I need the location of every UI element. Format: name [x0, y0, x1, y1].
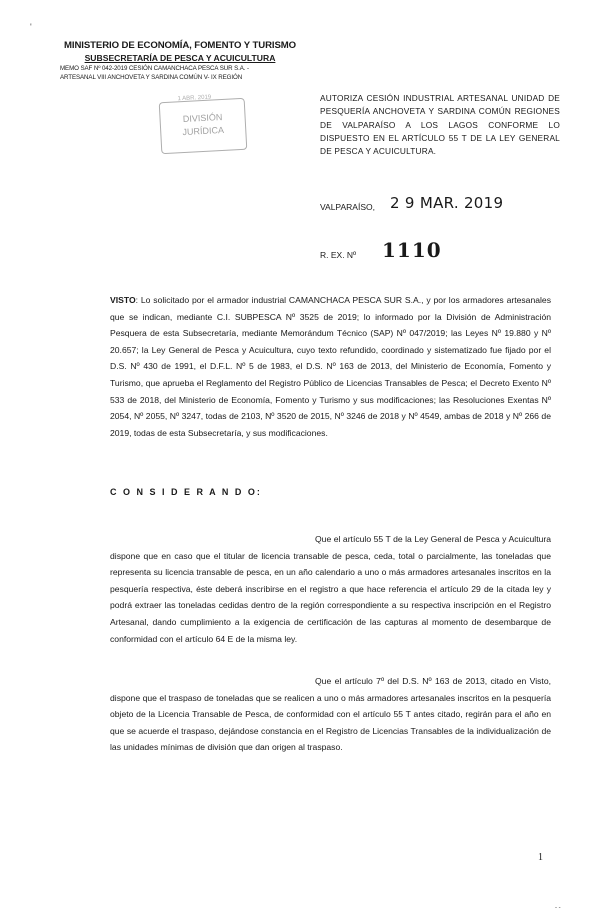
resolution-label: R. EX. Nº	[320, 250, 357, 260]
visto-text: : Lo solicitado por el armador industrial CAMANCHACA PESCA SUR S.A., y por los armadores artesanales que se indican, mediante C.I. SUBPESCA Nº 3525 de 2019; lo informado por la División de Administración Pesquera de esta Subsecretaría, mediante Memorándum Técnico (SAP) Nº 047/2019; las Leyes Nº 19.880 y Nº 20.657; la Ley General de Pesca y Acuicultura, cuyo texto refundido, coordinado y sistematizado fue fijado por el D.S. Nº 430 de 1991, el D.F.L. Nº 5 de 1983, el D.S. Nº 163 de 2013, del Ministerio de Economía, Fomento y Turismo, que aprueba el Reglamento del Registro Público de Licencias Transables de Pesca; el Decreto Exento Nº 533 de 2018, del Ministerio de Economía, Fomento y Turismo y sus modificaciones; las Resoluciones Exentas Nº 2054, Nº 2055, Nº 3247, todas de 2103, Nº 3520 de 2015, Nº 3246 de 2018 y Nº 4549, ambas de 2018 y Nº 266 de 2019, todas de esta Subsecretaría, y sus modificaciones.	[110, 295, 551, 438]
resolution-number: 1110	[382, 238, 442, 262]
visto-paragraph	[110, 292, 551, 441]
resolution-number-line	[320, 238, 520, 262]
considerando-heading: C O N S I D E R A N D O:	[110, 487, 262, 497]
date-city: VALPARAÍSO,	[320, 202, 375, 212]
memo-reference-line-2: ARTESANAL VIII ANCHOVETA Y SARDINA COMÚN V- IX REGIÓN	[60, 74, 243, 81]
bottom-mark: - -	[555, 905, 561, 911]
considerando-paragraph-2: Que el artículo 7º del D.S. Nº 163 de 2013, citado en Visto, dispone que el traspaso de toneladas que se realicen a uno o más armadores artesanales inscritos en la pesquería objeto de la Licencia Transable de Pesca, de conformidad con el artículo 55 T antes citado, regirán para el año en que se acuerde el traspaso, dejándose constancia en el Registro de Licencias Transables de la individualización de las unidades mínimas de división que dan origen al traspaso.	[110, 676, 551, 753]
ministry-name: MINISTERIO DE ECONOMÍA, FOMENTO Y TURISMO	[63, 40, 297, 51]
stamp-line-1: DIVISIÓN	[182, 111, 223, 125]
date-value: 2 9 MAR. 2019	[390, 194, 504, 212]
letterhead	[55, 40, 305, 82]
page-number: 1	[538, 852, 543, 863]
corner-mark: '	[30, 22, 32, 32]
visto-lead: VISTO	[110, 295, 136, 305]
resolution-summary: AUTORIZA CESIÓN INDUSTRIAL ARTESANAL UNIDAD DE PESQUERÍA ANCHOVETA Y SARDINA COMÚN REGIONES DE VALPARAÍSO A LOS LAGOS CONFORME LO DISPUESTO EN EL ARTÍCULO 55 T DE LA LEY GENERAL DE PESCA Y ACUICULTURA.	[320, 93, 560, 157]
stamp-date: 1 ABR. 2019	[177, 94, 212, 103]
memo-reference-line-1: MEMO SAF Nº 042-2019 CESIÓN CAMANCHACA PESCA SUR S.A. -	[60, 65, 249, 72]
considerando-paragraph-1: Que el artículo 55 T de la Ley General de Pesca y Acuicultura dispone que en caso que el titular de licencia transable de pesca, ceda, total o parcialmente, las toneladas que representa su licencia transable de pesca, en un año calendario a uno o más armadores artesanales inscritos en la pesquería respectiva, éste deberá inscribirse en el registro a que hace referencia el artículo 29 de la citada ley y podrá extraer las toneladas cedidas dentro de la región correspondiente a su respectiva inscripción en el Registro Artesanal, dando cumplimiento a la exigencia de certificación de las capturas al momento de desembarque de conformidad con el artículo 64 E de la misma ley.	[110, 534, 551, 644]
stamp-line-2: JURÍDICA	[182, 124, 225, 138]
division-juridica-stamp	[159, 94, 248, 154]
date-line	[320, 192, 560, 216]
subsecretaria-name: SUBSECRETARÍA DE PESCA Y ACUICULTURA	[84, 53, 276, 63]
